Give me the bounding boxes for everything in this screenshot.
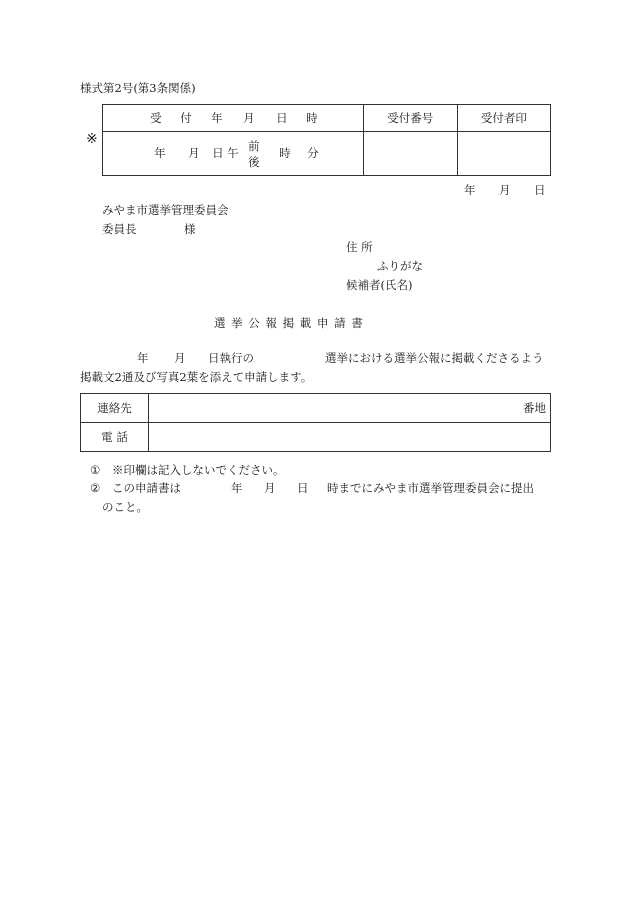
contact-address-suffix: 番地 (523, 401, 546, 415)
header-year: 年 (211, 111, 223, 125)
entry-year: 年 (154, 145, 166, 160)
reception-number-header: 受付番号 (363, 105, 457, 132)
header-tsuke: 付 (180, 111, 192, 125)
entry-minute: 分 (307, 145, 319, 160)
document-title: 選 挙 公 報 掲 載 申 請 書 (214, 316, 364, 330)
body-month: 月 (174, 351, 186, 365)
applicant-address-label: 住 所 (346, 240, 373, 254)
contact-label: 連絡先 (81, 394, 149, 423)
note-1-text: ※印欄は記入しないでください。 (112, 463, 285, 477)
date-line (464, 182, 546, 198)
note-1 (90, 462, 285, 478)
applicant-name-label: 候補者(氏名) (346, 278, 413, 292)
note-2-suffix: 時までにみやま市選挙管理委員会に提出 (327, 481, 534, 495)
note-2-month: 月 (264, 481, 276, 495)
header-month: 月 (243, 111, 255, 125)
body-line1-rest: 選挙における選挙公報に掲載くださるよう (325, 351, 544, 365)
date-day: 日 (534, 183, 546, 197)
date-month: 月 (499, 183, 511, 197)
phone-label: 電 話 (81, 423, 149, 452)
recipient-title: 委員長 (102, 222, 137, 236)
reception-entry-row (103, 132, 551, 176)
body-line-2: 掲載文2通及び写真2葉を添えて申請します。 (80, 370, 313, 384)
entry-month: 月 (188, 145, 200, 160)
reception-number-cell[interactable] (363, 132, 457, 176)
note-2-day: 日 (297, 481, 309, 495)
note-2-prefix: この申請書は (112, 481, 181, 495)
note-2-mark: ② (90, 481, 101, 495)
entry-am: 前 (248, 138, 260, 153)
reception-datetime-cell[interactable] (103, 132, 364, 176)
reception-datetime-header (103, 105, 364, 132)
phone-row (81, 423, 551, 452)
applicant-furigana-label: ふりがな (377, 259, 423, 273)
contact-row (81, 394, 551, 423)
note-2-line-2: のこと。 (102, 500, 148, 514)
reception-table (102, 104, 551, 176)
note-1-mark: ① (90, 463, 101, 477)
reception-seal-cell[interactable] (457, 132, 550, 176)
header-hour: 時 (306, 111, 318, 125)
entry-hour: 時 (279, 145, 291, 160)
phone-field[interactable] (149, 423, 551, 452)
form-id: 様式第2号(第3条関係) (80, 81, 196, 95)
body-year: 年 (137, 351, 149, 365)
date-year: 年 (464, 183, 476, 197)
note-2 (90, 480, 534, 496)
reception-seal-header: 受付者印 (457, 105, 550, 132)
recipient-title-line (102, 221, 196, 237)
contact-table (80, 393, 551, 452)
reception-header-row (103, 105, 551, 132)
header-uke: 受 (150, 111, 162, 125)
entry-ampm (241, 138, 267, 170)
body-line-1 (137, 350, 544, 366)
note-2-year: 年 (231, 481, 243, 495)
entry-pm: 後 (248, 154, 260, 169)
reception-mark: ※ (86, 131, 98, 147)
contact-address-field[interactable] (149, 394, 551, 423)
recipient-organization: みやま市選挙管理委員会 (102, 203, 229, 217)
header-day: 日 (276, 111, 288, 125)
entry-gozen-prefix: 午 (227, 145, 239, 160)
recipient-honorific: 様 (184, 222, 196, 236)
body-day: 日執行の (208, 351, 254, 365)
entry-day: 日 (212, 145, 224, 160)
